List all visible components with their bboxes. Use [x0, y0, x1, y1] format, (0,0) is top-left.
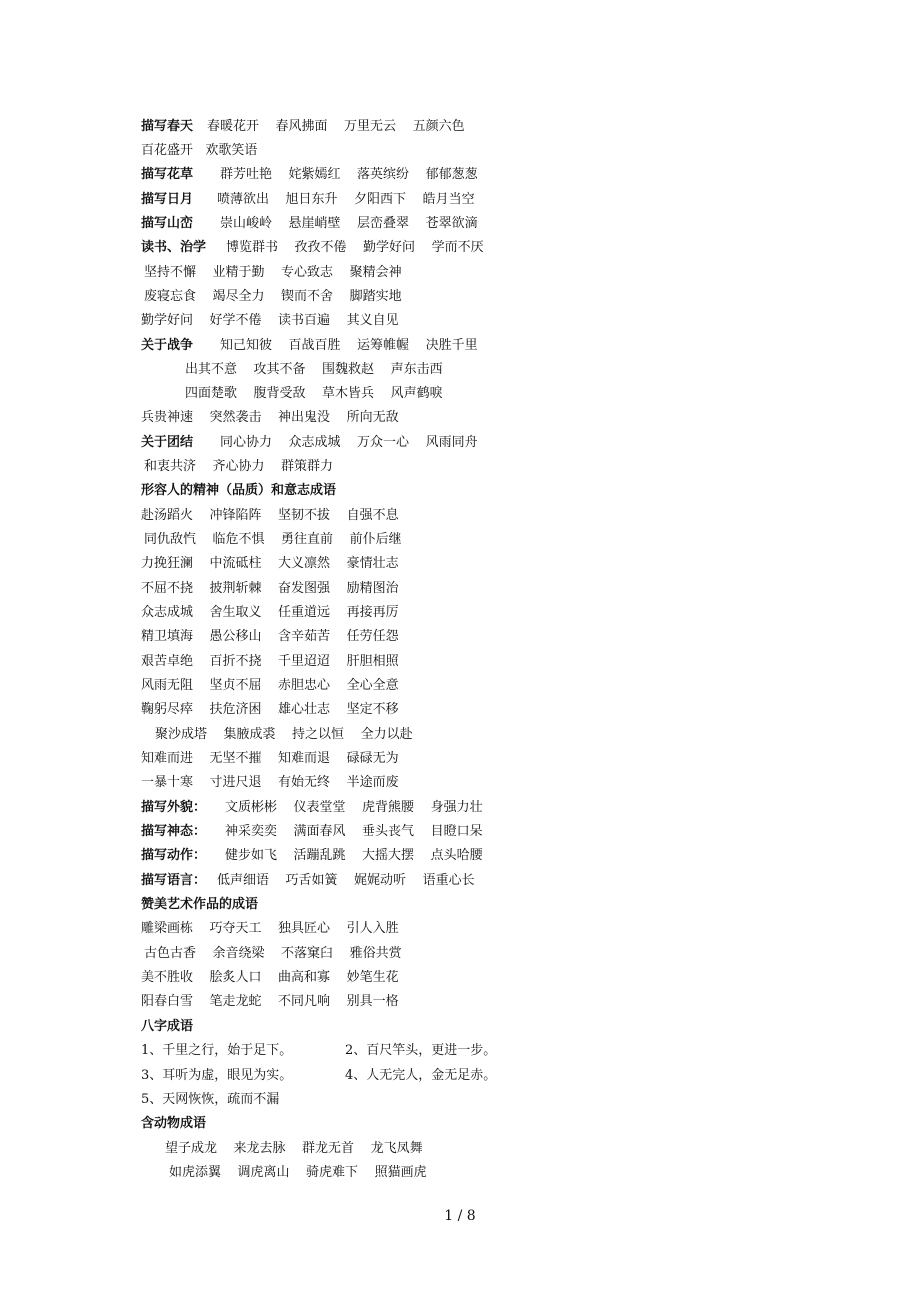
label-war: 关于战争: [141, 338, 194, 353]
proverb-item: 2、百尺竿头，更进一步。: [345, 1043, 497, 1058]
idiom-line: 不屈不挠 披荆斩棘 奋发图强 励精图治: [141, 581, 399, 596]
idiom-line: 出其不意 攻其不备 围魏救赵 声东击西: [185, 362, 443, 377]
idiom-line: 古色古香 余音绕梁 不落窠臼 雅俗共赏: [144, 946, 402, 961]
idiom-line: 鞠躬尽瘁 扶危济困 雄心壮志 坚定不移: [141, 702, 399, 717]
label-speech: 描写语言：: [141, 873, 207, 888]
proverb-item: 4、人无完人，金无足赤。: [345, 1068, 497, 1083]
label-unity: 关于团结: [141, 435, 194, 450]
idiom-line: 同仇敌忾 临危不惧 勇往直前 前仆后继: [144, 532, 402, 547]
idiom-line: 喷薄欲出 旭日东升 夕阳西下 皓月当空: [217, 192, 475, 207]
label-flowers: 描写花草: [141, 167, 194, 182]
section-heading-eight-char: 八字成语: [141, 1019, 194, 1034]
label-study: 读书、治学: [141, 240, 207, 255]
section-heading-art: 赞美艺术作品的成语: [141, 897, 259, 912]
label-appearance: 描写外貌：: [141, 800, 207, 815]
idiom-line: 博览群书 孜孜不倦 勤学好问 学而不厌: [226, 240, 484, 255]
idiom-line: 知己知彼 百战百胜 运筹帷幄 决胜千里: [220, 338, 478, 353]
idiom-line: 同心协力 众志成城 万众一心 风雨同舟: [220, 435, 478, 450]
idiom-line: 四面楚歌 腹背受敌 草木皆兵 风声鹤唳: [185, 386, 443, 401]
idiom-line: 废寝忘食 竭尽全力 锲而不舍 脚踏实地: [144, 289, 402, 304]
proverb-item: 1、千里之行，始于足下。: [141, 1043, 293, 1058]
idiom-line: 低声细语 巧舌如簧 娓娓动听 语重心长: [217, 873, 475, 888]
section-heading-animal: 含动物成语: [141, 1116, 207, 1131]
idiom-line: 神采奕奕 满面春风 垂头丧气 目瞪口呆: [225, 824, 483, 839]
idiom-line: 美不胜收 脍炙人口 曲高和寡 妙笔生花: [141, 970, 399, 985]
idiom-line: 望子成龙 来龙去脉 群龙无首 龙飞凤舞: [165, 1141, 423, 1156]
idiom-line: 春暖花开 春风拂面 万里无云 五颜六色: [207, 119, 465, 134]
page-number: 1 / 8: [444, 1208, 476, 1224]
idiom-line: 力挽狂澜 中流砥柱 大义凛然 豪情壮志: [141, 556, 399, 571]
idiom-line: 百花盛开 欢歌笑语: [141, 143, 258, 158]
idiom-line: 一暴十寒 寸进尺退 有始无终 半途而废: [141, 775, 399, 790]
idiom-line: 坚持不懈 业精于勤 专心致志 聚精会神: [144, 265, 402, 280]
idiom-line: 崇山峻岭 悬崖峭壁 层峦叠翠 苍翠欲滴: [220, 216, 478, 231]
idiom-line: 如虎添翼 调虎离山 骑虎难下 照猫画虎: [169, 1165, 427, 1180]
label-expression: 描写神态：: [141, 824, 207, 839]
proverb-item: 5、天网恢恢，疏而不漏: [141, 1092, 280, 1107]
idiom-line: 勤学好问 好学不倦 读书百遍 其义自见: [141, 313, 399, 328]
label-action: 描写动作：: [141, 848, 207, 863]
idiom-line: 知难而进 无坚不摧 知难而退 碌碌无为: [141, 751, 399, 766]
idiom-line: 艰苦卓绝 百折不挠 千里迢迢 肝胆相照: [141, 654, 399, 669]
idiom-line: 雕梁画栋 巧夺天工 独具匠心 引人入胜: [141, 921, 399, 936]
idiom-line: 健步如飞 活蹦乱跳 大摇大摆 点头哈腰: [225, 848, 483, 863]
idiom-line: 风雨无阻 坚贞不屈 赤胆忠心 全心全意: [141, 678, 399, 693]
proverb-item: 3、耳听为虚，眼见为实。: [141, 1068, 293, 1083]
idiom-line: 和衷共济 齐心协力 群策群力: [144, 459, 334, 474]
label-mountains: 描写山峦: [141, 216, 194, 231]
idiom-line: 赴汤蹈火 冲锋陷阵 坚韧不拔 自强不息: [141, 508, 399, 523]
idiom-line: 精卫填海 愚公移山 含辛茹苦 任劳任怨: [141, 629, 399, 644]
label-spring: 描写春天: [141, 119, 194, 134]
section-heading-spirit: 形容人的精神（品质）和意志成语: [141, 483, 337, 498]
idiom-line: 兵贵神速 突然袭击 神出鬼没 所向无敌: [141, 410, 399, 425]
idiom-line: 阳春白雪 笔走龙蛇 不同凡响 别具一格: [141, 994, 399, 1009]
idiom-line: 众志成城 舍生取义 任重道远 再接再厉: [141, 605, 399, 620]
label-sun-moon: 描写日月: [141, 192, 194, 207]
idiom-line: 群芳吐艳 姹紫嫣红 落英缤纷 郁郁葱葱: [220, 167, 478, 182]
idiom-line: 文质彬彬 仪表堂堂 虎背熊腰 身强力壮: [225, 800, 483, 815]
idiom-line: 聚沙成塔 集腋成裘 持之以恒 全力以赴: [155, 727, 413, 742]
